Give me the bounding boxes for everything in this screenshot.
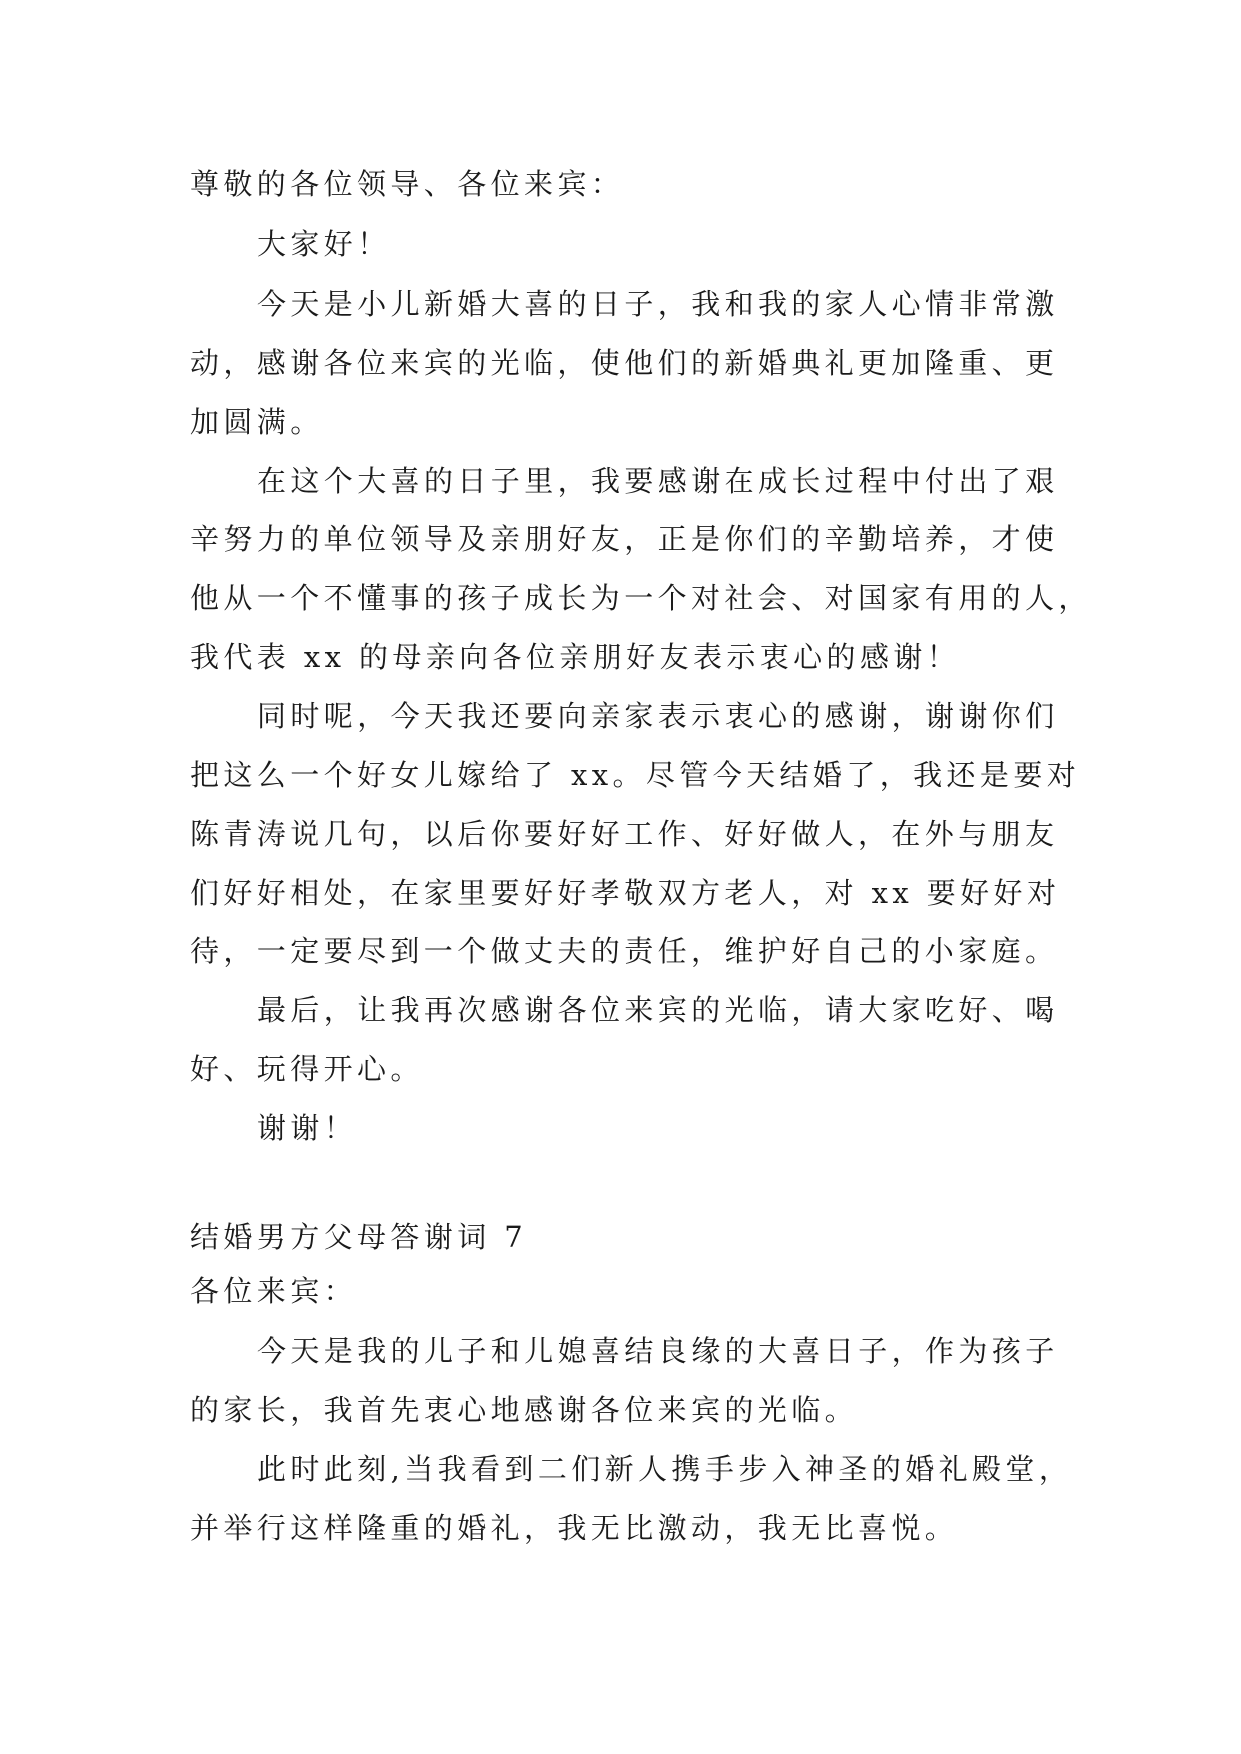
paragraph-line: 的家长，我首先衷心地感谢各位来宾的光临。	[190, 1393, 859, 1427]
paragraph-line: 加圆满。	[190, 405, 324, 439]
paragraph-line: 待，一定要尽到一个做丈夫的责任，维护好自己的小家庭。	[190, 934, 1059, 968]
salutation: 尊敬的各位领导、各位来宾：	[190, 167, 625, 201]
greeting: 大家好！	[257, 227, 391, 261]
paragraph-line: 在这个大喜的日子里，我要感谢在成长过程中付出了艰	[257, 464, 1059, 498]
paragraph-line: 好、玩得开心。	[190, 1052, 424, 1086]
paragraph-line: 同时呢，今天我还要向亲家表示衷心的感谢，谢谢你们	[257, 699, 1059, 733]
paragraph-line: 动，感谢各位来宾的光临，使他们的新婚典礼更加隆重、更	[190, 346, 1059, 380]
salutation: 各位来宾：	[190, 1274, 358, 1308]
paragraph-line: 陈青涛说几句，以后你要好好工作、好好做人，在外与朋友	[190, 817, 1059, 851]
paragraph-line: 我代表 xx 的母亲向各位亲朋好友表示衷心的感谢！	[190, 640, 961, 674]
paragraph-line: 此时此刻,当我看到二们新人携手步入神圣的婚礼殿堂，	[257, 1452, 1073, 1486]
paragraph-line: 今天是小儿新婚大喜的日子，我和我的家人心情非常激	[257, 287, 1059, 321]
paragraph-line: 最后，让我再次感谢各位来宾的光临，请大家吃好、喝	[257, 993, 1059, 1027]
paragraph-line: 并举行这样隆重的婚礼，我无比激动，我无比喜悦。	[190, 1511, 959, 1545]
paragraph-line: 今天是我的儿子和儿媳喜结良缘的大喜日子，作为孩子	[257, 1334, 1059, 1368]
paragraph-line: 把这么一个好女儿嫁给了 xx。尽管今天结婚了，我还是要对	[190, 758, 1081, 792]
paragraph-line: 们好好相处，在家里要好好孝敬双方老人，对 xx 要好好对	[190, 876, 1061, 910]
paragraph-line: 他从一个不懂事的孩子成长为一个对社会、对国家有用的人，	[190, 581, 1092, 615]
closing: 谢谢！	[257, 1111, 358, 1145]
section-title: 结婚男方父母答谢词 7	[190, 1220, 528, 1254]
paragraph-line: 辛努力的单位领导及亲朋好友，正是你们的辛勤培养，才使	[190, 522, 1059, 556]
